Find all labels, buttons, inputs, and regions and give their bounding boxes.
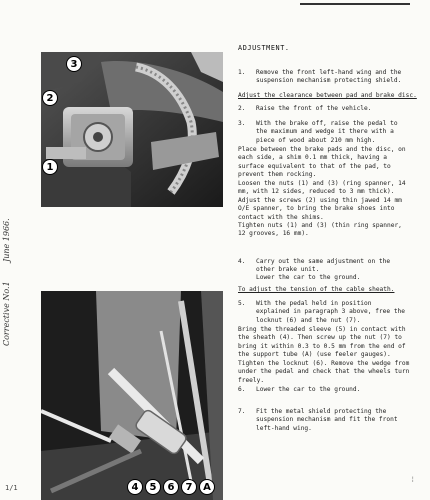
step-number: 5.: [238, 300, 246, 307]
callout-4: 4: [127, 479, 143, 495]
step-text-2: Lower the car to the ground.: [256, 274, 361, 281]
step-number: 4.: [238, 258, 246, 265]
paragraph-text: Tighten the locknut (6). Remove the wedge from under the pedal and check that the wheels turn freely.: [238, 360, 410, 384]
callout-3: 3: [66, 56, 82, 72]
page-number: 1/1: [5, 484, 18, 492]
brake-mechanism-illustration: [41, 52, 223, 207]
callout-1: 1: [42, 159, 58, 175]
side-date: June 1966.: [2, 218, 11, 262]
step-number: 2.: [238, 105, 246, 112]
callout-A: A: [199, 479, 215, 495]
paragraph-text: Loosen the nuts (1) and (3) (ring spanner, 14 mm, with 12 sides, reduced to 3 mm thick).: [238, 180, 406, 196]
page-tick-mark: ¦: [411, 476, 415, 483]
paragraph-text: Tighten nuts (1) and (3) (thin ring spanner, 12 grooves, 16 mm).: [238, 222, 402, 238]
step-number: 7.: [238, 408, 246, 415]
callout-5: 5: [145, 479, 161, 495]
step-text: With the pedal held in position explained in paragraph 3 above, free the locknut (6) and the nut (7).: [256, 300, 406, 324]
step-text: With the brake off, raise the pedal to the maximum and wedge it there with a piece of wood about 210 mm high.: [256, 120, 398, 144]
cable-sheath-illustration: [41, 291, 223, 500]
section-heading: ADJUSTMENT.: [238, 44, 290, 52]
step-text: Carry out the same adjustment on the other brake unit.: [256, 258, 391, 274]
cable-sheath-photo: [41, 291, 223, 500]
step-number: 6.: [238, 386, 246, 393]
subheading-clearance: Adjust the clearance between pad and brake disc.: [238, 92, 417, 99]
paragraph-text: Place between the brake pads and the disc, on each side, a shim 0.1 mm thick, having a surface equivalent to that of the pad, to prevent them rocking.: [238, 146, 406, 178]
brake-mechanism-photo: [41, 52, 223, 207]
step-number: 3.: [238, 120, 246, 127]
paragraph-text: Adjust the screws (2) using thin jawed 14 mm O/E spanner, to bring the brake shoes into contact with the shims.: [238, 197, 402, 221]
step-text: Fit the metal shield protecting the suspension mechanism and fit the front left-hand wing.: [256, 408, 398, 432]
callout-2: 2: [42, 90, 58, 106]
paragraph-text: Bring the threaded sleeve (5) in contact with the sheath (4). Then screw up the nut (7) to bring it within 0.3 to 0.5 mm from the end of the support tube (A) (use feeler gauges).: [238, 326, 406, 358]
callout-6: 6: [163, 479, 179, 495]
side-corrective: Corrective No.1: [2, 281, 11, 346]
step-text: Raise the front of the vehicle.: [256, 105, 372, 112]
top-rule: [300, 3, 410, 5]
subheading-cable-sheath: To adjust the tension of the cable sheath.: [238, 286, 395, 293]
callout-7: 7: [181, 479, 197, 495]
step-number: 1.: [238, 69, 246, 76]
step-text: Lower the car to the ground.: [256, 386, 361, 393]
step-text: Remove the front left-hand wing and the suspension mechanism protecting shield.: [256, 69, 402, 85]
